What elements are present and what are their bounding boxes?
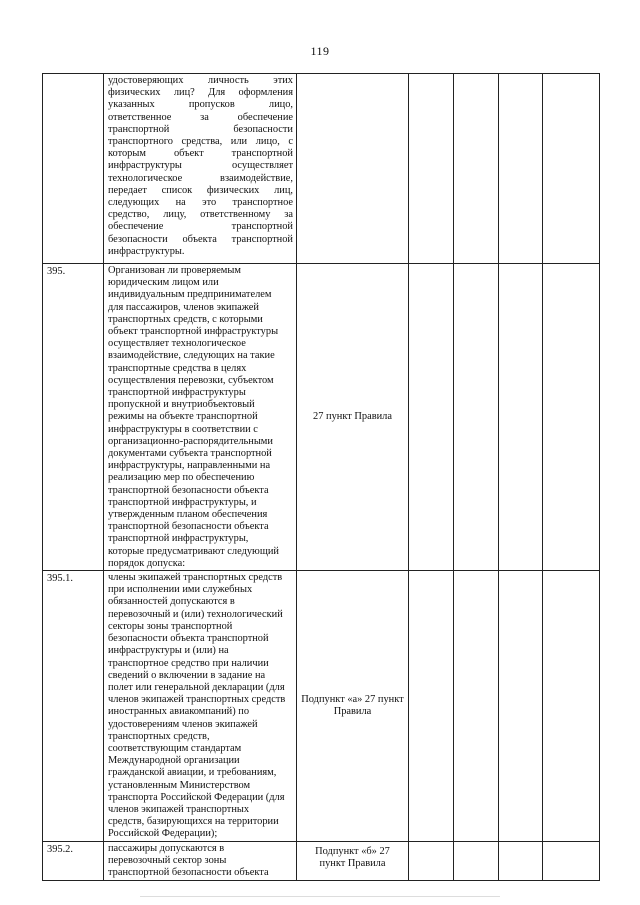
notes-cell (543, 842, 600, 881)
check-cell-no (454, 264, 499, 571)
requirement-text: пассажиры допускаются в перевозочный сектор зоны транспортной безопасности объекта (104, 842, 297, 881)
table-row (43, 842, 600, 881)
table-row (43, 571, 600, 842)
check-cell-no (454, 74, 499, 264)
requirement-text: Организован ли проверяемым юридическим лицом или индивидуальным предпринимателем для пассажиров, членов экипажей транспортных средств, с которыми объект транспортной инфраструктуры осуществляет технологическое взаимодействие, следующих на такие транспортные средства в целях осуществления перевозки, субъектом транспортной инфраструктуры пропускной и внутриобъектовый режимы на объекте транспортной инфраструктуры в соответствии с организационно-распорядительными документами субъекта транспортной инфраструктуры, направленными на реализацию мер по обеспечению транспортной безопасности объекта транспортной инфраструктуры, и утвержденным планом обеспечения транспортной безопасности объекта транспортной инфраструктуры, которые предусматривают следующий порядок допуска: (104, 264, 297, 571)
check-cell-yes (409, 74, 454, 264)
check-cell-na (499, 842, 543, 881)
row-number (43, 74, 104, 264)
reference-cell: Подпункт «а» 27 пункт Правила (297, 571, 409, 842)
row-number: 395.2. (43, 842, 104, 881)
notes-cell (543, 571, 600, 842)
page-number: 119 (310, 44, 330, 58)
reference-cell: Подпункт «б» 27 пункт Правила (297, 842, 409, 881)
page-bottom-edge (140, 896, 500, 897)
notes-cell (543, 264, 600, 571)
requirement-text: члены экипажей транспортных средств при исполнении ими служебных обязанностей допускаются в перевозочный и (или) технологический секторы зоны транспортной безопасности объекта транспортной инфраструктуры и (или) на транспортное средство при наличии сведений о включении в задание на полет или генеральной декларации (для членов экипажей транспортных средств иностранных авиакомпаний) по удостоверениям членов экипажей транспортных средств, соответствующим стандартам Международной организации гражданской авиации, и требованиям, установленным Министерством транспорта Российской Федерации (для членов экипажей транспортных средств, базирующихся на территории Российской Федерации); (104, 571, 297, 842)
check-cell-na (499, 571, 543, 842)
row-number: 395. (43, 264, 104, 571)
check-cell-na (499, 74, 543, 264)
requirements-table (42, 73, 600, 881)
reference-cell (297, 74, 409, 264)
check-cell-no (454, 571, 499, 842)
row-number: 395.1. (43, 571, 104, 842)
check-cell-yes (409, 571, 454, 842)
table-row (43, 264, 600, 571)
check-cell-na (499, 264, 543, 571)
table-row (43, 74, 600, 264)
check-cell-no (454, 842, 499, 881)
check-cell-yes (409, 842, 454, 881)
requirement-text: удостоверяющих личность этих физических лиц? Для оформления указанных пропусков лицо, ответственное за обеспечение транспортной безопасности транспортного средства, или лицо, с которым объект транспортной инфраструктуры осуществляет технологическое взаимодействие, передает список физических лиц, следующих на это транспортное средство, лицу, ответственному за обеспечение транспортной безопасности объекта транспортной инфраструктуры. (104, 74, 297, 264)
check-cell-yes (409, 264, 454, 571)
notes-cell (543, 74, 600, 264)
reference-cell: 27 пункт Правила (297, 264, 409, 571)
